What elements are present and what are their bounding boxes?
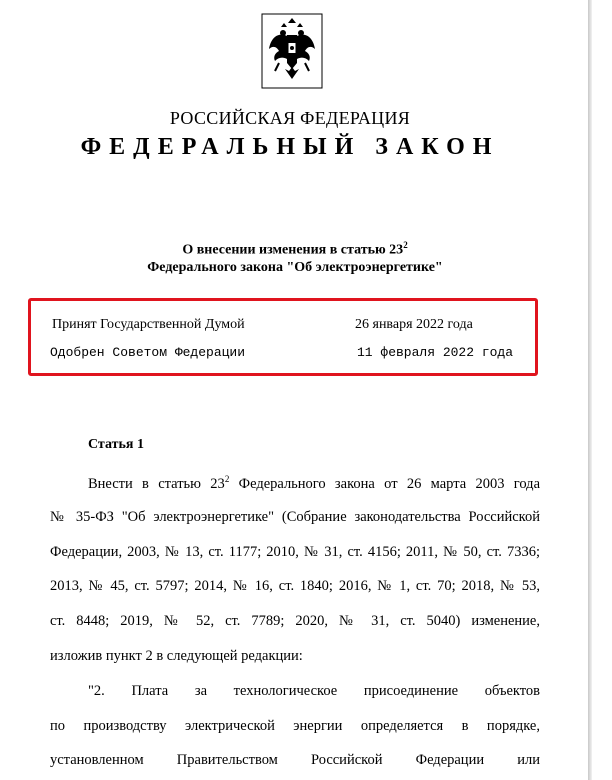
law-title-superscript: 2 (403, 240, 408, 250)
council-approval-date: 11 февраля 2022 года (357, 345, 514, 360)
country-name: РОССИЙСКАЯ ФЕДЕРАЦИЯ (169, 108, 411, 128)
article-heading: Статья 1 (88, 437, 144, 452)
law-title-line1 (0, 240, 590, 259)
law-title-line2: Федерального закона "Об электроэнергетике" (147, 260, 443, 275)
adoption-highlight-box (28, 298, 538, 376)
paragraph-superscript: 2 (224, 474, 230, 484)
article-paragraph-line: по производству электрической энергии определяется в порядке, (50, 718, 540, 734)
russian-coat-of-arms-icon (261, 13, 323, 89)
article-paragraph-line: № 35-ФЗ "Об электроэнергетике" (Собрание законодательства Российской (50, 509, 540, 525)
article-paragraph-line: ст. 8448; 2019, № 52, ст. 7789; 2020, № 31, ст. 5040) изменение, (50, 613, 540, 629)
article-paragraph-line: изложив пункт 2 в следующей редакции: (50, 648, 303, 664)
duma-adoption-label: Принят Государственной Думой (52, 317, 245, 332)
article-paragraph-line: 2013, № 45, ст. 5797; 2014, № 16, ст. 1840; 2016, № 1, ст. 70; 2018, № 53, (50, 578, 540, 594)
paragraph-text: Федерального закона от 26 марта 2003 года (229, 475, 540, 492)
article-paragraph-line: Федерации, 2003, № 13, ст. 1177; 2010, № 31, ст. 4156; 2011, № 50, ст. 7336; (50, 544, 540, 560)
paragraph-text: Внести в статью 23 (88, 475, 225, 492)
document-type: ФЕДЕРАЛЬНЫЙ ЗАКОН (80, 134, 500, 160)
article-paragraph-line: установленном Правительством Российской Федерации или (50, 752, 540, 768)
council-approval-label: Одобрен Советом Федерации (50, 345, 246, 360)
law-title-text: О внесении изменения в статью 23 (182, 242, 404, 258)
duma-adoption-date: 26 января 2022 года (355, 317, 473, 332)
article-paragraph-line (88, 474, 540, 493)
page-edge (588, 0, 592, 780)
article-paragraph-line: "2. Плата за технологическое присоединение объектов (88, 683, 540, 699)
